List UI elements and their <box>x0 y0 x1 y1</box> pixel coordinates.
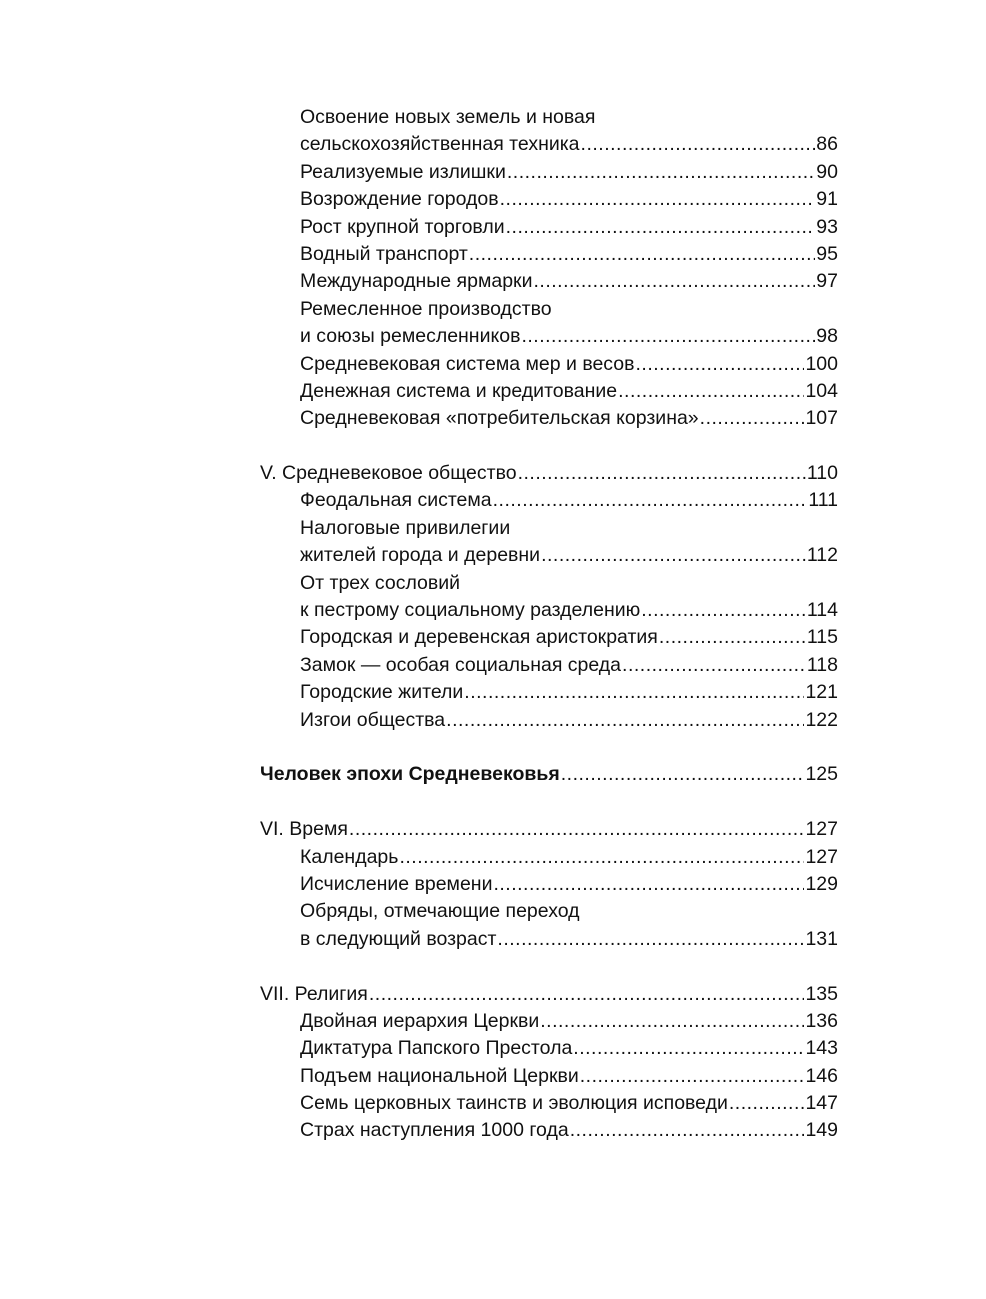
toc-line <box>0 351 986 378</box>
toc-part-title: Человек эпохи Средневековья <box>260 763 560 786</box>
toc-section-title: Налоговые привилегии <box>300 516 511 539</box>
dot-leader <box>570 1117 805 1144</box>
toc-section-title: Календарь <box>300 845 399 868</box>
toc-line <box>0 570 986 597</box>
toc-section-title: Рост крупной торговли <box>300 215 505 238</box>
dot-leader <box>464 679 804 706</box>
page-number: 149 <box>805 1119 838 1142</box>
toc-line <box>0 1117 986 1144</box>
toc-line <box>0 1035 986 1062</box>
toc-line <box>0 214 986 241</box>
toc-section-entry[interactable] <box>300 241 838 268</box>
dot-leader <box>635 351 804 378</box>
dot-leader <box>506 214 816 241</box>
toc-section-entry[interactable] <box>300 515 838 542</box>
toc-line <box>0 761 986 788</box>
toc-line <box>0 460 986 487</box>
page-number: 100 <box>805 352 838 375</box>
toc-section-title: Городские жители <box>300 681 464 704</box>
toc-line <box>0 159 986 186</box>
toc-section-title: Подъем национальной Церкви <box>300 1064 579 1087</box>
page-number: 86 <box>816 133 838 156</box>
toc-section-entry[interactable] <box>300 214 838 241</box>
dot-leader <box>700 405 805 432</box>
toc-section-title: Ремесленное производство <box>300 297 552 320</box>
page-number: 107 <box>805 407 838 430</box>
toc-section-entry[interactable] <box>300 323 838 350</box>
toc-line <box>0 981 986 1008</box>
dot-leader <box>493 871 804 898</box>
page-number: 118 <box>806 653 838 676</box>
toc-part-entry[interactable] <box>260 761 838 788</box>
dot-leader <box>534 268 816 295</box>
toc-section-entry[interactable] <box>300 707 838 734</box>
page-number: 121 <box>805 681 838 704</box>
page-number: 110 <box>806 462 838 485</box>
toc-line <box>0 378 986 405</box>
toc-line <box>0 844 986 871</box>
toc-section-title: Освоение новых земель и новая <box>300 106 596 128</box>
section-gap <box>0 433 986 460</box>
page-number: 131 <box>805 927 838 950</box>
toc-line <box>0 542 986 569</box>
dot-leader <box>446 707 804 734</box>
toc-section-title: к пестрому социальному разделению <box>300 599 641 622</box>
toc-section-entry[interactable] <box>300 542 838 569</box>
toc-section-title: Реализуемые излишки <box>300 160 506 183</box>
toc-chapter-entry[interactable] <box>260 816 838 843</box>
page-number: 104 <box>805 379 838 402</box>
page-number: 115 <box>806 626 838 649</box>
dot-leader <box>497 926 804 953</box>
toc-section-title: Средневековая система мер и весов <box>300 352 635 375</box>
page-number: 127 <box>805 845 838 868</box>
dot-leader <box>622 652 806 679</box>
section-gap <box>0 789 986 816</box>
toc-section-title: в следующий возраст <box>300 927 497 950</box>
toc-section-entry[interactable] <box>300 624 838 651</box>
toc-section-entry[interactable] <box>300 104 838 131</box>
page-number: 146 <box>805 1064 838 1087</box>
dot-leader <box>507 159 815 186</box>
toc-section-title: Возрождение городов <box>300 188 499 211</box>
section-gap <box>0 734 986 761</box>
toc-section-title: Денежная система и кредитование <box>300 379 618 402</box>
toc-line <box>0 652 986 679</box>
page-number: 129 <box>805 872 838 895</box>
toc-section-entry[interactable] <box>300 405 838 432</box>
dot-leader <box>659 624 806 651</box>
dot-leader <box>540 1008 804 1035</box>
toc-line <box>0 131 986 158</box>
dot-leader <box>581 131 816 158</box>
toc-section-title: Обряды, отмечающие переход <box>300 900 580 923</box>
toc-section-entry[interactable] <box>300 1008 838 1035</box>
toc-section-entry[interactable] <box>300 131 838 158</box>
toc-line <box>0 268 986 295</box>
toc-section-title: Исчисление времени <box>300 872 493 895</box>
dot-leader <box>573 1035 804 1062</box>
toc-section-entry[interactable] <box>300 844 838 871</box>
dot-leader <box>518 460 806 487</box>
toc-line <box>0 816 986 843</box>
toc-section-entry[interactable] <box>300 1090 838 1117</box>
section-gap <box>0 953 986 980</box>
toc-line <box>0 707 986 734</box>
page-number: 111 <box>808 489 838 512</box>
toc-section-entry[interactable] <box>300 597 838 624</box>
toc-section-entry[interactable] <box>300 570 838 597</box>
toc-section-title: сельскохозяйственная техника <box>300 133 580 156</box>
toc-section-title: Семь церковных таинств и эволюция исповеди <box>300 1092 728 1115</box>
page-number: 97 <box>816 270 838 293</box>
page-number: 125 <box>805 763 838 786</box>
dot-leader <box>399 844 804 871</box>
page-number: 90 <box>816 160 838 183</box>
toc-line <box>0 624 986 651</box>
dot-leader <box>493 487 808 514</box>
dot-leader <box>541 542 806 569</box>
page-number: 98 <box>816 325 838 348</box>
toc-line <box>0 1063 986 1090</box>
toc-section-entry[interactable] <box>300 487 838 514</box>
toc-line <box>0 679 986 706</box>
toc-section-entry[interactable] <box>300 871 838 898</box>
toc-section-entry[interactable] <box>300 186 838 213</box>
page-number: 95 <box>816 242 838 265</box>
dot-leader <box>369 981 805 1008</box>
dot-leader <box>469 241 816 268</box>
toc-section-entry[interactable] <box>300 926 838 953</box>
toc-chapter-title: V. Средневековое общество <box>260 462 517 485</box>
toc-section-entry[interactable] <box>300 159 838 186</box>
page-number: 91 <box>816 188 838 211</box>
toc-line <box>0 186 986 213</box>
toc-chapter-entry[interactable] <box>260 981 838 1008</box>
toc-section-title: Двойная иерархия Церкви <box>300 1009 540 1032</box>
toc-section-title: и союзы ремесленников <box>300 325 521 348</box>
toc-section-title: Страх наступления 1000 года <box>300 1119 569 1142</box>
page-number: 127 <box>805 818 838 841</box>
toc-section-title: Городская и деревенская аристократия <box>300 626 658 649</box>
toc-line <box>0 898 986 925</box>
toc-line <box>0 104 986 131</box>
toc-section-title: От трех сословий <box>300 571 461 594</box>
toc-line <box>0 1008 986 1035</box>
toc-section-title: Международные ярмарки <box>300 270 533 293</box>
page-number: 112 <box>806 544 838 567</box>
toc-section-entry[interactable] <box>300 378 838 405</box>
toc-line <box>0 871 986 898</box>
toc-chapter-title: VII. Религия <box>260 982 368 1005</box>
toc-line <box>0 926 986 953</box>
toc-section-title: Замок — особая социальная среда <box>300 653 622 676</box>
page-number: 122 <box>805 708 838 731</box>
dot-leader <box>521 323 815 350</box>
toc-line <box>0 241 986 268</box>
dot-leader <box>561 761 805 788</box>
toc-section-title: Феодальная система <box>300 489 492 512</box>
dot-leader <box>641 597 806 624</box>
toc-line <box>0 296 986 323</box>
toc-section-entry[interactable] <box>300 652 838 679</box>
dot-leader <box>618 378 804 405</box>
toc-section-title: жителей города и деревни <box>300 544 541 567</box>
toc-section-title: Водный транспорт <box>300 242 468 265</box>
toc-line <box>0 515 986 542</box>
toc-section-entry[interactable] <box>300 898 838 925</box>
toc-section-title: Средневековая «потребительская корзина» <box>300 407 699 430</box>
toc-line <box>0 1090 986 1117</box>
toc-chapter-title: VI. Время <box>260 818 348 841</box>
page-number: 114 <box>806 599 838 622</box>
toc-section-entry[interactable] <box>300 296 838 323</box>
dot-leader <box>580 1063 805 1090</box>
toc-line <box>0 323 986 350</box>
toc-section-entry[interactable] <box>300 1117 838 1144</box>
toc-section-title: Изгои общества <box>300 708 446 731</box>
page-number: 147 <box>805 1092 838 1115</box>
toc-chapter-entry[interactable] <box>260 460 838 487</box>
dot-leader <box>349 816 805 843</box>
toc-line <box>0 405 986 432</box>
page-number: 136 <box>805 1009 838 1032</box>
toc-line <box>0 487 986 514</box>
toc-section-entry[interactable] <box>300 1035 838 1062</box>
table-of-contents <box>0 104 986 1145</box>
page-number: 143 <box>805 1037 838 1060</box>
page-number: 93 <box>816 215 838 238</box>
toc-section-entry[interactable] <box>300 268 838 295</box>
page-number: 135 <box>805 982 838 1005</box>
toc-section-entry[interactable] <box>300 679 838 706</box>
dot-leader <box>729 1090 805 1117</box>
toc-line <box>0 597 986 624</box>
toc-section-entry[interactable] <box>300 351 838 378</box>
dot-leader <box>500 186 816 213</box>
toc-section-title: Диктатура Папского Престола <box>300 1037 573 1060</box>
toc-section-entry[interactable] <box>300 1063 838 1090</box>
